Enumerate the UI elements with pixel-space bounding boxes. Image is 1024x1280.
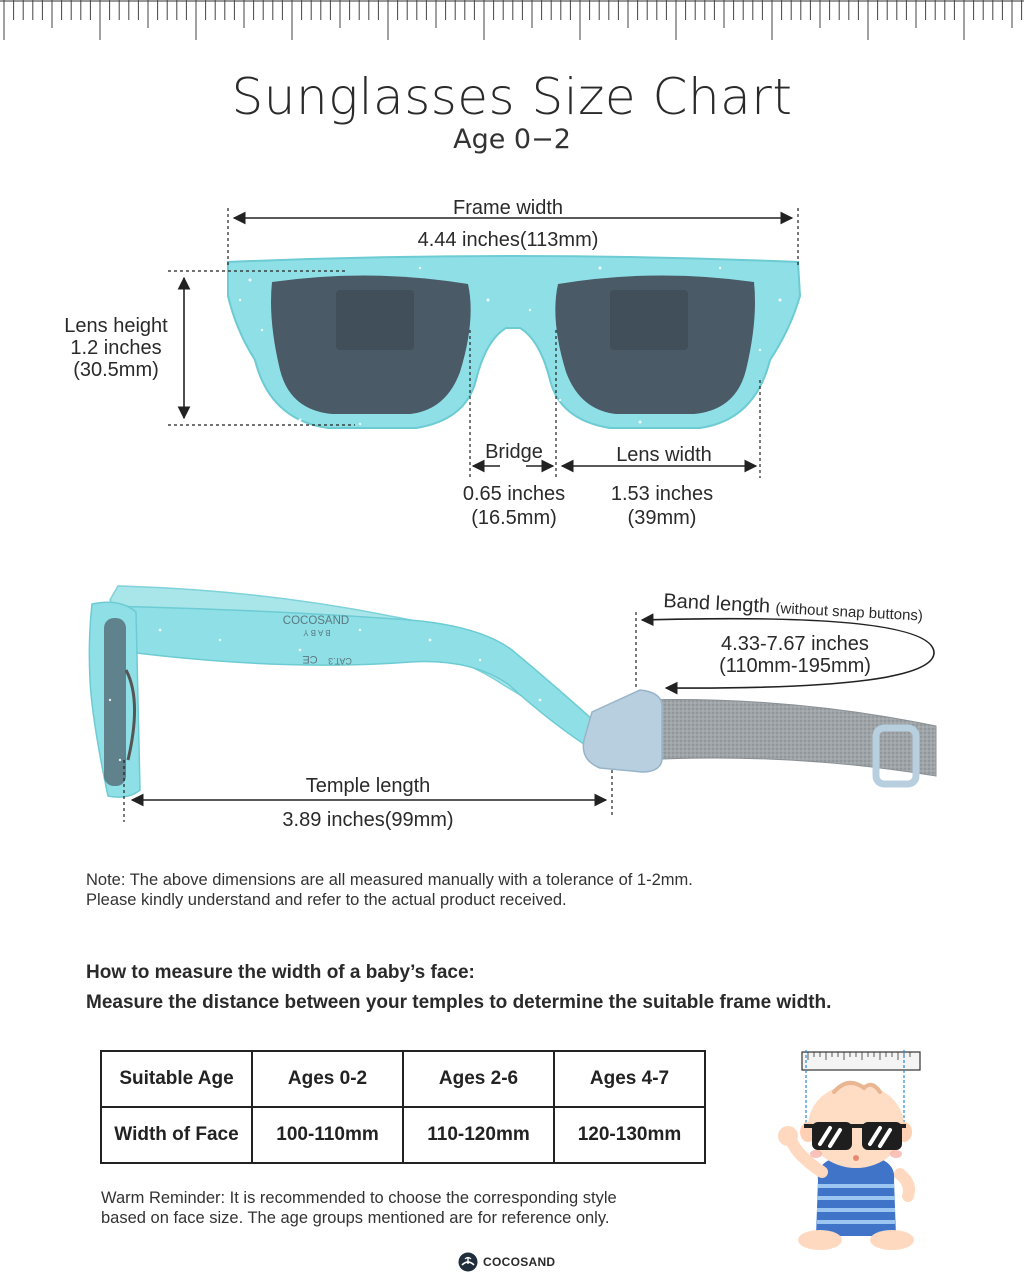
bridge-value-mm: (16.5mm) [471, 507, 557, 529]
reminder-line-1: Warm Reminder: It is recommended to choose the corresponding style [101, 1189, 617, 1207]
table-row [101, 1107, 705, 1163]
lens-height-value-in: 1.2 inches [70, 337, 162, 359]
temple-length-value: 3.89 inches(99mm) [282, 809, 454, 831]
band-length-value-in: 4.33-7.67 inches [721, 633, 869, 655]
band-length-qualifier: (without snap buttons) [775, 599, 924, 625]
table-cell: Ages 0-2 [252, 1051, 403, 1107]
footer-brand [458, 1252, 555, 1272]
table-cell: 120-130mm [554, 1107, 705, 1163]
lens-width-label: Lens width [616, 444, 712, 466]
footer-brand-name: COCOSAND [483, 1255, 556, 1269]
note-line-1: Note: The above dimensions are all measured manually with a tolerance of 1-2mm. [86, 871, 693, 889]
bridge-label: Bridge [485, 441, 543, 463]
lens-width-value-mm: (39mm) [627, 507, 697, 529]
lens-width-value-in: 1.53 inches [610, 483, 714, 505]
baby-illustration [768, 1046, 928, 1256]
arm-brand-print: COCOSAND [282, 615, 350, 627]
frame-width-value: 4.44 inches(113mm) [417, 229, 599, 251]
table-row [101, 1051, 705, 1107]
table-cell: 100-110mm [252, 1107, 403, 1163]
lens-height-value-mm: (30.5mm) [73, 359, 159, 381]
face-width-table [100, 1050, 706, 1164]
reminder-line-2: based on face size. The age groups mentioned are for reference only. [101, 1209, 610, 1227]
band-length-label: Band length [662, 590, 771, 618]
table-cell: Ages 2-6 [403, 1051, 554, 1107]
temple-length-label: Temple length [305, 775, 431, 797]
cocosand-logo-icon [458, 1252, 478, 1272]
table-cell: Suitable Age [101, 1051, 252, 1107]
lens-height-label: Lens height [64, 315, 168, 337]
table-cell: Ages 4-7 [554, 1051, 705, 1107]
page-title: Sunglasses Size Chart [231, 68, 793, 126]
arm-sub-print: BABY [301, 628, 331, 637]
howto-heading: How to measure the width of a baby’s face: [86, 962, 475, 983]
bridge-value-in: 0.65 inches [462, 483, 566, 505]
howto-section [86, 958, 831, 1018]
table-cell: 110-120mm [403, 1107, 554, 1163]
warm-reminder [101, 1188, 617, 1228]
table-cell: Width of Face [101, 1107, 252, 1163]
howto-instruction: Measure the distance between your temples to determine the suitable frame width. [86, 992, 832, 1013]
note-line-2: Please kindly understand and refer to the actual product received. [86, 891, 567, 909]
measurement-note [86, 870, 693, 910]
page-subtitle: Age 0−2 [453, 124, 571, 155]
ruler-icon [0, 0, 1024, 46]
arm-ce-print: CE [302, 653, 318, 665]
band-length-value-mm: (110mm-195mm) [719, 655, 871, 677]
frame-width-label: Frame width [452, 197, 564, 219]
arm-cat-print: CAT.3 [328, 656, 352, 666]
